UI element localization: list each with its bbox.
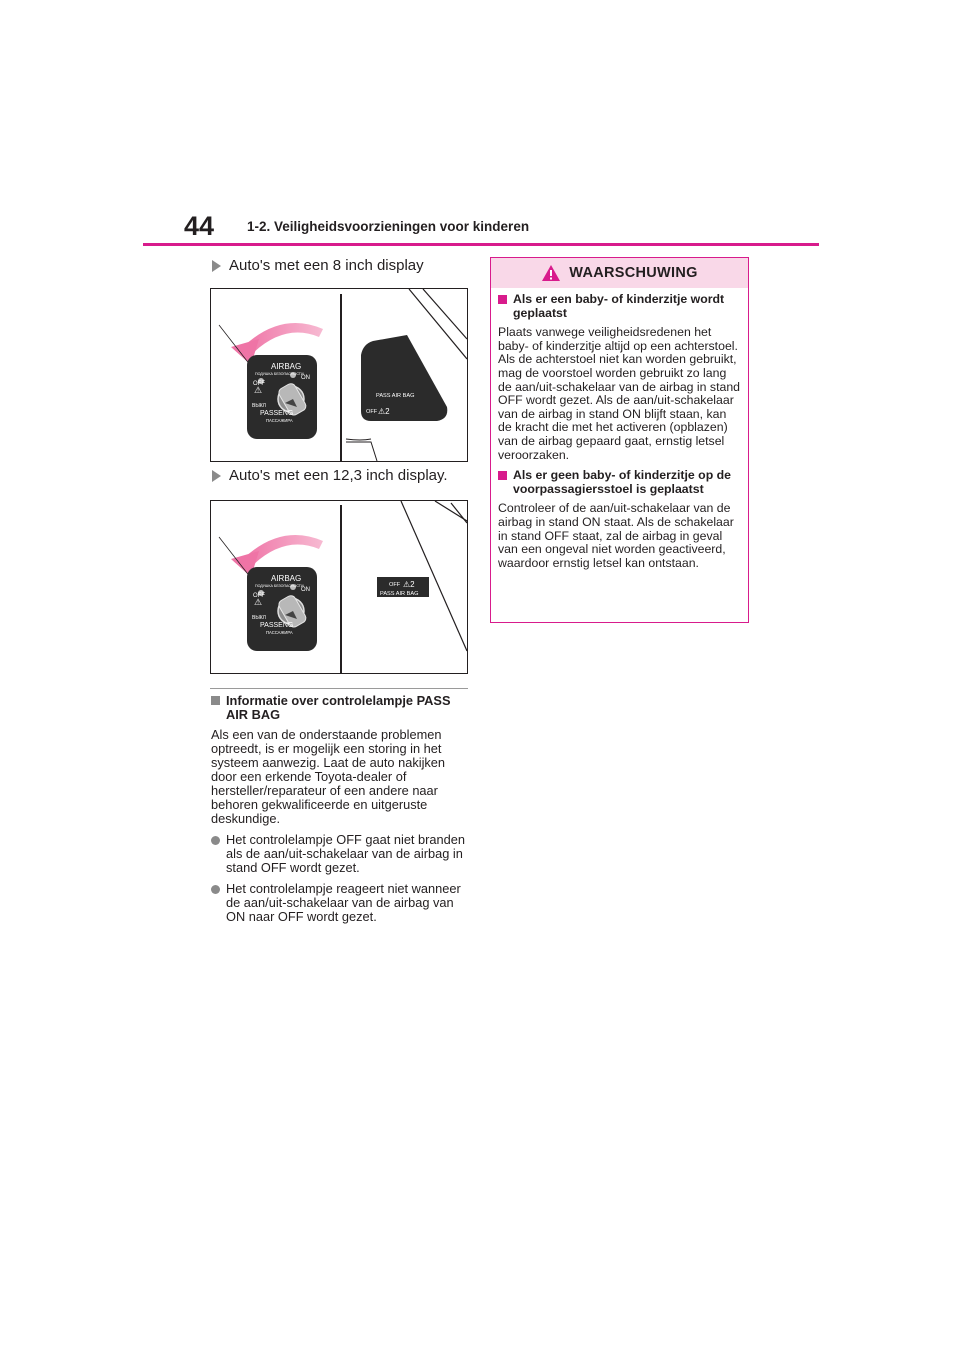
- on-label: ON: [301, 587, 310, 593]
- info-heading: [211, 694, 469, 722]
- airbag-ru-label: ПОДУШКА БЕЗОПАСНОСТИ: [255, 584, 304, 588]
- figure-caption-12-inch: [212, 467, 448, 484]
- indicator-off-label: OFF: [389, 582, 401, 588]
- list-item: [211, 833, 469, 875]
- section-title: 1-2. Veiligheidsvoorzieningen voor kinderen: [247, 219, 530, 234]
- header-rule: [143, 243, 819, 246]
- indicator-off-label: OFF: [366, 409, 378, 415]
- arrow-icon: [212, 260, 221, 272]
- square-bullet-icon: [211, 696, 220, 705]
- airbag-ru-label: ПОДУШКА БЕЗОПАСНОСТИ: [255, 372, 304, 376]
- list-item-text: Het controlelampje reageert niet wanneer de aan/uit-schakelaar van de airbag van ON naar OFF wordt gezet.: [226, 881, 461, 924]
- warning-heading-1: [498, 293, 742, 320]
- pass-air-bag-label: PASS AIR BAG: [380, 591, 419, 597]
- airbag-label: AIRBAG: [271, 574, 302, 583]
- info-section: [211, 694, 469, 924]
- warning-box: [490, 257, 749, 623]
- info-heading-text: Informatie over controlelampje PASS AIR BAG: [226, 693, 451, 722]
- warning-heading-text: Als er een baby- of kinderzitje wordt geplaatst: [513, 292, 725, 320]
- caption-text: Auto's met een 8 inch display: [229, 257, 424, 274]
- warning-text-1: Plaats vanwege veiligheidsredenen het baby- of kinderzitje altijd op een achterstoel. Als de achterstoel niet kan worden gebruikt, mag de voorstoel worden gebruikt zo lang de aan/uit-schakelaar van de airbag in stand OFF wordt gezet. Als de aan/uit-schakelaar van de airbag in stand ON blijft staan, kan de kracht die met het activeren (opblazen) van de airbag gepaard gaat, ernstig letsel veroorzaken.: [498, 325, 740, 462]
- figure-12-inch-display: [210, 500, 468, 674]
- square-bullet-icon: [498, 471, 507, 480]
- airbag-switch-illustration: [211, 501, 467, 673]
- bullet-dot-icon: [211, 885, 220, 894]
- off-ru-label: ВЫКЛ: [252, 403, 266, 409]
- passeng-label: PASSENG: [260, 622, 294, 629]
- warning-heading-2: [498, 469, 742, 496]
- warning-text-2: Controleer of de aan/uit-schakelaar van de airbag in stand ON staat. Als de schakelaar in stand OFF staat, zal de airbag in geval van een ongeval niet worden geactiveerd, waardoor ernstig letsel kan ontstaan.: [498, 501, 734, 570]
- warning-triangle-icon: [541, 264, 561, 282]
- on-label: ON: [301, 375, 310, 381]
- warning-content: [491, 288, 748, 570]
- list-item: [211, 882, 469, 924]
- warning-heading-text: Als er geen baby- of kinderzitje op de voorpassagiersstoel is geplaatst: [513, 468, 731, 496]
- info-body: Als een van de onderstaande problemen optreedt, is er mogelijk een storing in het systeem aanwezig. Laat de auto nakijken door een erkende Toyota-dealer of hersteller/reparateur of een andere naar behoren gekwalificeerde en uitgeruste deskundige.: [211, 727, 446, 826]
- caption-text: Auto's met een 12,3 inch display.: [229, 467, 448, 484]
- arrow-icon: [212, 470, 221, 482]
- list-item-text: Het controlelampje OFF gaat niet branden als de aan/uit-schakelaar van de airbag in stand OFF wordt gezet.: [226, 832, 466, 875]
- passeng-ru-label: ПАССАЖИРА: [266, 630, 293, 635]
- square-bullet-icon: [498, 295, 507, 304]
- passeng-ru-label: ПАССАЖИРА: [266, 418, 293, 423]
- pass-air-bag-label: PASS AIR BAG: [376, 393, 415, 399]
- bullet-dot-icon: [211, 836, 220, 845]
- child-seat-icon: ⚠: [254, 597, 263, 607]
- airbag-switch-illustration: [211, 289, 467, 461]
- page-number: 44: [184, 211, 215, 241]
- figure-caption-8-inch: [212, 257, 424, 274]
- off-label: OFF: [253, 381, 265, 387]
- divider: [210, 688, 468, 689]
- airbag-label: AIRBAG: [271, 362, 302, 371]
- warning-header: [491, 258, 748, 288]
- child-seat-icon: ⚠2: [403, 580, 415, 589]
- warning-title: WAARSCHUWING: [569, 265, 698, 281]
- off-label: OFF: [253, 593, 265, 599]
- child-seat-icon: ⚠2: [378, 407, 390, 416]
- passeng-label: PASSENG: [260, 410, 294, 417]
- child-seat-icon: ⚠: [254, 385, 263, 395]
- off-ru-label: ВЫКЛ: [252, 615, 266, 621]
- figure-8-inch-display: [210, 288, 468, 462]
